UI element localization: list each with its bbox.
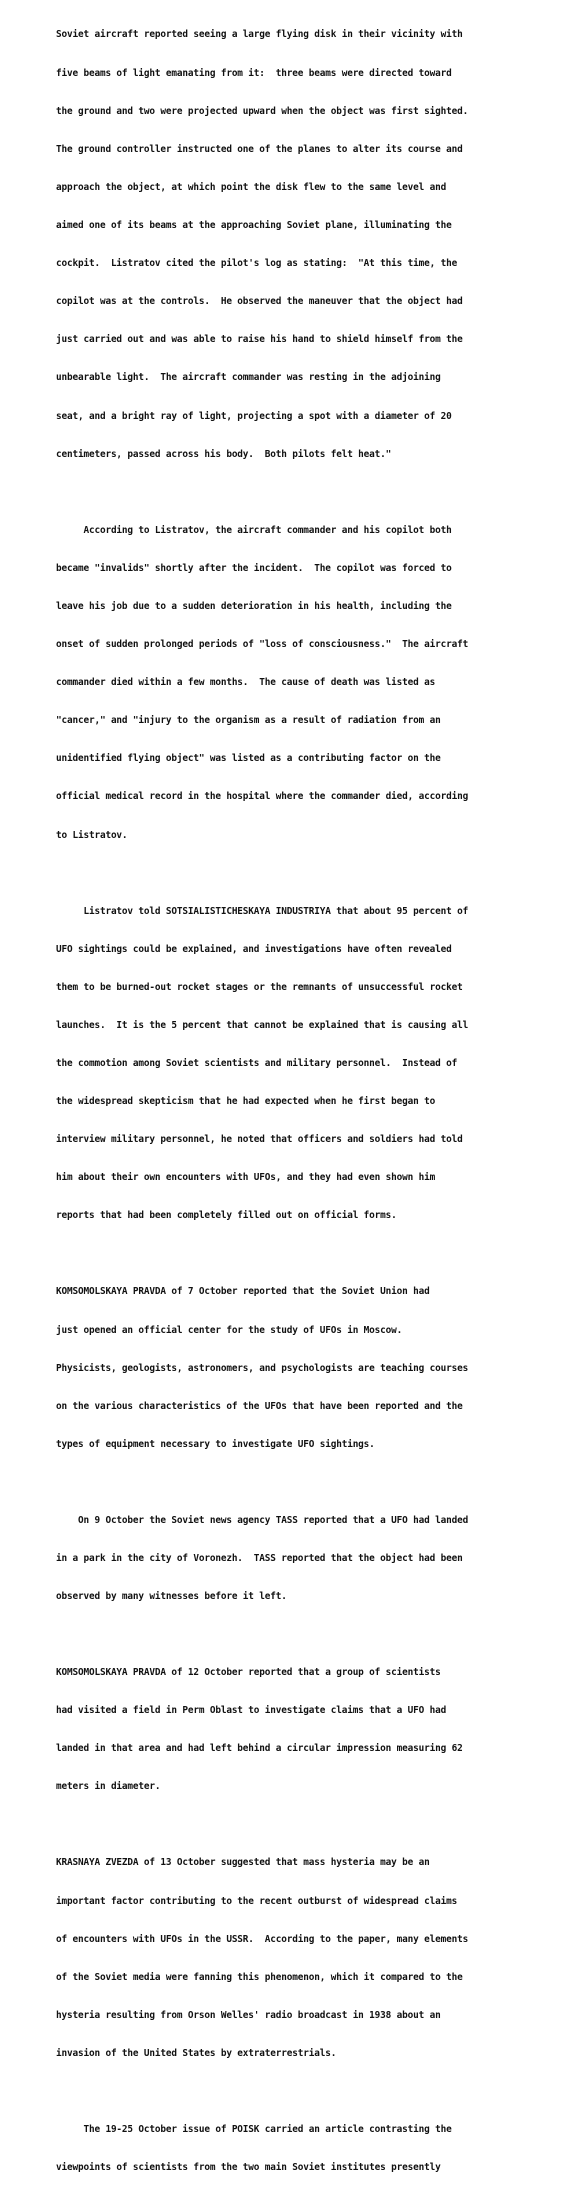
text-line: KOMSOMOLSKAYA PRAVDA of 12 October reported that a group of scientists: [56, 1667, 441, 1679]
text-line: him about their own encounters with UFOs, and they had even shown him: [56, 1172, 436, 1184]
text-line: unidentified flying object" was listed as a contributing factor on the: [56, 753, 441, 765]
text-line: approach the object, at which point the disk flew to the same level and: [56, 181, 447, 193]
paragraph-komsomolskaya-12-october: [56, 1642, 556, 1820]
text-line: types of equipment necessary to investigate UFO sightings.: [56, 1438, 375, 1450]
text-line: important factor contributing to the recent outburst of widespread claims: [56, 1895, 458, 1907]
text-line: the widespread skepticism that he had expected when he first began to: [56, 1096, 436, 1108]
text-line: meters in diameter.: [56, 1781, 161, 1793]
text-line: on the various characteristics of the UFOs that have been reported and the: [56, 1400, 463, 1412]
text-line: KRASNAYA ZVEZDA of 13 October suggested that mass hysteria may be an: [56, 1857, 430, 1869]
text-line: viewpoints of scientists from the two main Soviet institutes presently: [56, 2162, 441, 2174]
text-line: observed by many witnesses before it left.: [56, 1591, 287, 1603]
text-line: The 19-25 October issue of POISK carried an article contrasting the: [56, 2124, 452, 2135]
paragraph-aircraft-sighting: [56, 4, 556, 487]
text-line: of encounters with UFOs in the USSR. According to the paper, many elements: [56, 1933, 469, 1945]
text-line: the commotion among Soviet scientists and military personnel. Instead of: [56, 1057, 458, 1069]
text-line: unbearable light. The aircraft commander was resting in the adjoining: [56, 372, 441, 384]
text-line: Listratov told SOTSIALISTICHESKAYA INDUSTRIYA that about 95 percent of: [56, 905, 469, 917]
paragraph-sotsialisticheskaya: [56, 880, 556, 1248]
text-line: seat, and a bright ray of light, projecting a spot with a diameter of 20: [56, 410, 452, 422]
text-line: in a park in the city of Voronezh. TASS reported that the object had been: [56, 1552, 463, 1564]
text-line: became "invalids" shortly after the incident. The copilot was forced to: [56, 562, 452, 574]
text-line: leave his job due to a sudden deterioration in his health, including the: [56, 600, 452, 612]
text-line: commander died within a few months. The cause of death was listed as: [56, 677, 436, 689]
text-line: of the Soviet media were fanning this phenomenon, which it compared to the: [56, 1971, 463, 1983]
text-line: had visited a field in Perm Oblast to investigate claims that a UFO had: [56, 1705, 447, 1717]
paragraph-crew-invalids: [56, 499, 556, 867]
text-line: Soviet aircraft reported seeing a large flying disk in their vicinity with: [56, 29, 463, 41]
text-line: official medical record in the hospital where the commander died, according: [56, 791, 469, 803]
text-line: aimed one of its beams at the approaching Soviet plane, illuminating the: [56, 219, 452, 231]
text-line: reports that had been completely filled out on official forms.: [56, 1210, 397, 1222]
text-line: just carried out and was able to raise his hand to shield himself from the: [56, 334, 463, 346]
text-line: Physicists, geologists, astronomers, and psychologists are teaching courses: [56, 1362, 469, 1374]
text-line: KOMSOMOLSKAYA PRAVDA of 7 October reported that the Soviet Union had: [56, 1286, 430, 1298]
text-line: According to Listratov, the aircraft commander and his copilot both: [56, 524, 452, 536]
text-line: just opened an official center for the study of UFOs in Moscow.: [56, 1324, 403, 1336]
text-line: copilot was at the controls. He observed the maneuver that the object had: [56, 296, 463, 308]
text-line: the ground and two were projected upward when the object was first sighted.: [56, 105, 469, 117]
text-line: cockpit. Listratov cited the pilot's log as stating: "At this time, the: [56, 258, 458, 270]
text-line: centimeters, passed across his body. Both pilots felt heat.": [56, 448, 392, 460]
paragraph-komsomolskaya-7-october: [56, 1261, 556, 1477]
text-line: onset of sudden prolonged periods of "loss of consciousness." The aircraft: [56, 638, 469, 650]
text-line: landed in that area and had left behind a circular impression measuring 62: [56, 1743, 463, 1755]
text-line: "cancer," and "injury to the organism as a result of radiation from an: [56, 715, 441, 727]
paragraph-krasnaya-zvezda: [56, 1832, 556, 2086]
text-line: On 9 October the Soviet news agency TASS reported that a UFO had landed: [56, 1514, 469, 1526]
text-line: them to be burned-out rocket stages or the remnants of unsuccessful rocket: [56, 981, 463, 993]
text-line: launches. It is the 5 percent that cannot be explained that is causing all: [56, 1019, 469, 1031]
document-page: [56, 4, 556, 2200]
text-line: The ground controller instructed one of the planes to alter its course and: [56, 143, 463, 155]
text-line: five beams of light emanating from it: three beams were directed toward: [56, 67, 452, 79]
text-line: hysteria resulting from Orson Welles' radio broadcast in 1938 about an: [56, 2009, 441, 2021]
paragraph-poisk: [56, 2099, 556, 2200]
text-line: UFO sightings could be explained, and investigations have often revealed: [56, 943, 452, 955]
paragraph-tass-voronezh: [56, 1489, 556, 1629]
text-line: interview military personnel, he noted that officers and soldiers had told: [56, 1134, 463, 1146]
text-line: invasion of the United States by extraterrestrials.: [56, 2047, 337, 2059]
text-line: to Listratov.: [56, 829, 128, 841]
